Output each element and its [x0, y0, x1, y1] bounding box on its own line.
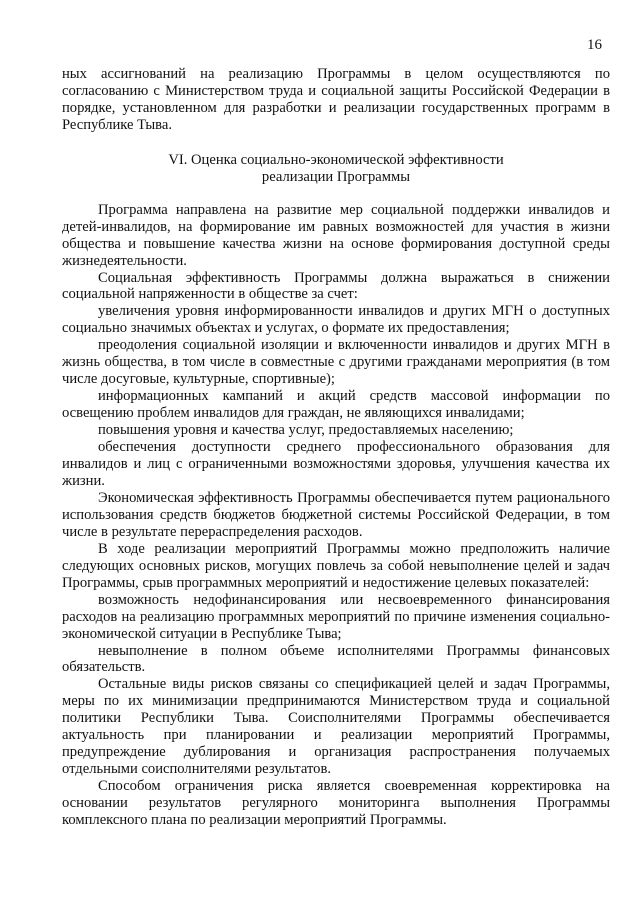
intro-paragraph: ных ассигнований на реализацию Программы в целом осуществляются по согласованию с Министерством труда и социальной защиты Российской Федерации в порядке, установленном для разработки и реализации государственных программ в Республике Тыва.: [62, 66, 610, 133]
list-item-underfunding: возможность недофинансирования или несвоевременного финансирования расходов на реализацию программных мероприятий по причине изменения социально-экономической ситуации в Республике Тыва;: [62, 591, 610, 642]
paragraph-economic-efficiency: Экономическая эффективность Программы обеспечивается путем рационального использования средств бюджетов бюджетной системы Российской Федерации, в том числе в результате перераспределения расходов.: [62, 489, 610, 540]
section-heading-line-2: реализации Программы: [261, 168, 411, 185]
paragraph-risk-mitigation: Способом ограничения риска является своевременная корректировка на основании результатов регулярного мониторинга выполнения Программы комплексного плана по реализации мероприятий Программы.: [62, 778, 610, 829]
list-item-service-quality: повышения уровня и качества услуг, предоставляемых населению;: [98, 422, 514, 439]
list-item-education: обеспечения доступности среднего профессионального образования для инвалидов и лиц с ограниченными возможностями здоровья, улучшения качества их жизни.: [62, 439, 610, 489]
list-item-isolation: преодоления социальной изоляции и включенности инвалидов и других МГН в жизнь общества, в том числе в совместные с другими гражданами мероприятия (в том числе досуговые, культурные, спортивные);: [62, 337, 610, 388]
paragraph-program-goal: Программа направлена на развитие мер социальной поддержки инвалидов и детей-инвалидов, на формирование им равных возможностей для участия в жизни общества и повышение качества жизни на основе формирования доступной среды жизнедеятельности.: [62, 201, 610, 269]
paragraph-social-efficiency: Социальная эффективность Программы должна выражаться в снижении социальной напряженности в обществе за счет:: [62, 269, 610, 303]
document-body: [62, 66, 610, 829]
list-item-campaigns: информационных кампаний и акций средств массовой информации по освещению проблем инвалидов для граждан, не являющихся инвалидами;: [62, 388, 610, 422]
page-number: 16: [587, 37, 602, 53]
list-item-awareness: увеличения уровня информированности инвалидов и других МГН о доступных социально значимых объектах и услугах, о формате их предоставления;: [62, 303, 610, 337]
section-heading-line-1: VI. Оценка социально-экономической эффективности: [168, 151, 504, 168]
paragraph-other-risks: Остальные виды рисков связаны со спецификацией целей и задач Программы, меры по их минимизации предпринимаются Министерством труда и социальной политики Республики Тыва. Соисполнителями Программы обеспечивается актуальность при планировании и реализации мероприятий Программы, предупреждение дублирования и организация распространения получаемых отдельными соисполнителями результатов.: [62, 676, 610, 778]
list-item-obligations: невыполнение в полном объеме исполнителями Программы финансовых обязательств.: [62, 642, 610, 676]
paragraph-risks: В ходе реализации мероприятий Программы можно предположить наличие следующих основных рисков, могущих повлечь за собой невыполнение целей и задач Программы, срыв программных мероприятий и недостижение целевых показателей:: [62, 540, 610, 591]
section-heading: [62, 152, 610, 186]
